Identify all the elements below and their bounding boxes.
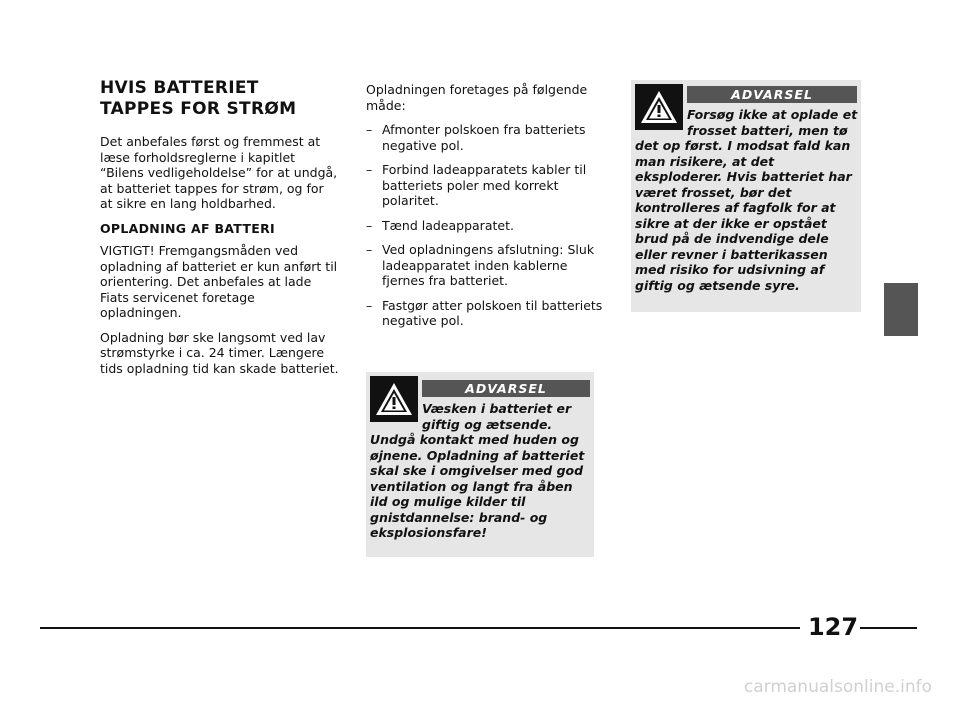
dash-bullet: – <box>366 162 373 177</box>
dash-bullet: – <box>366 297 373 313</box>
warning-text-rest: Undgå kontakt med huden og øjnene. Opladning af batteriet skal ske i omgivelser med god ventilation og langt fra åben ild og mulige kilder til gnistdannelse: brand- og eksplosionsfare! <box>370 432 585 540</box>
procedure-intro: Opladningen foretages på følgende måde: <box>366 82 588 113</box>
procedure-step <box>366 298 612 329</box>
left-column <box>100 78 340 385</box>
warning-text-rest: det op først. I modsat fald kan man risikere, at det eksploderer. Hvis batteriet har været frosset, bør det kontrolleres af fagfolk for at sikre at der ikke er opstået brud på de indvendige dele eller revner i batterikassen med risiko for udsivning af giftig og ætsende syre. <box>635 138 852 293</box>
warning-text-first: Væsken i batteriet er giftig og ætsende. <box>422 401 572 432</box>
procedure-step <box>366 218 612 234</box>
important-paragraph: VIGTIGT! Fremgangsmåden ved opladning af batteriet er kun anført til orientering. Det anbefales at lade Fiats servicenet foretage opladningen. <box>100 243 338 320</box>
intro-paragraph: Det anbefales først og fremmest at læse forholdsreglerne i kapitlet “Bilens vedligeholdelse” for at undgå, at batteriet tappes for strøm, og for at sikre en lang holdbarhed. <box>100 134 338 211</box>
warning-box-acid <box>366 372 594 557</box>
warning-label: ADVARSEL <box>687 86 857 103</box>
procedure-steps <box>366 122 612 329</box>
warning-box-frozen <box>631 80 861 312</box>
dash-bullet: – <box>366 217 373 233</box>
section-heading-line2: TAPPES FOR STRØM <box>100 99 297 119</box>
procedure-step <box>366 122 612 153</box>
procedure-step-text: Forbind ladeapparatets kabler til batteriets poler med korrekt polaritet. <box>382 162 587 208</box>
warning-text-first: Forsøg ikke at oplade et frosset batteri, men tø <box>687 107 858 138</box>
procedure-step <box>366 242 612 289</box>
procedure-step-text: Tænd ladeapparatet. <box>382 217 514 233</box>
procedure-step-text: Afmonter polskoen fra batteriets negative pol. <box>382 122 586 153</box>
procedure-column <box>366 82 612 338</box>
chapter-tab-marker <box>884 283 918 336</box>
watermark: carmanualsonline.info <box>743 677 932 697</box>
footer-rule <box>860 627 917 629</box>
charging-note-paragraph: Opladning bør ske langsomt ved lav strømstyrke i ca. 24 timer. Længere tids opladning tid kan skade batteriet. <box>100 329 339 376</box>
procedure-step <box>366 162 612 209</box>
section-heading <box>100 78 340 120</box>
section-heading-line1: HVIS BATTERIET <box>100 78 259 98</box>
warning-text <box>635 107 859 293</box>
warning-label: ADVARSEL <box>422 380 590 397</box>
footer-rule <box>40 627 800 629</box>
warning-text <box>370 401 592 541</box>
dash-bullet: – <box>366 242 373 257</box>
page-number: 127 <box>807 613 859 641</box>
dash-bullet: – <box>366 122 373 137</box>
charging-subheading: OPLADNING AF BATTERI <box>100 220 275 236</box>
procedure-step-text: Ved opladningens afslutning: Sluk ladeapparatet inden kablerne fjernes fra batteriet. <box>382 242 595 288</box>
procedure-step-text: Fastgør atter polskoen til batteriets negative pol. <box>382 297 603 328</box>
